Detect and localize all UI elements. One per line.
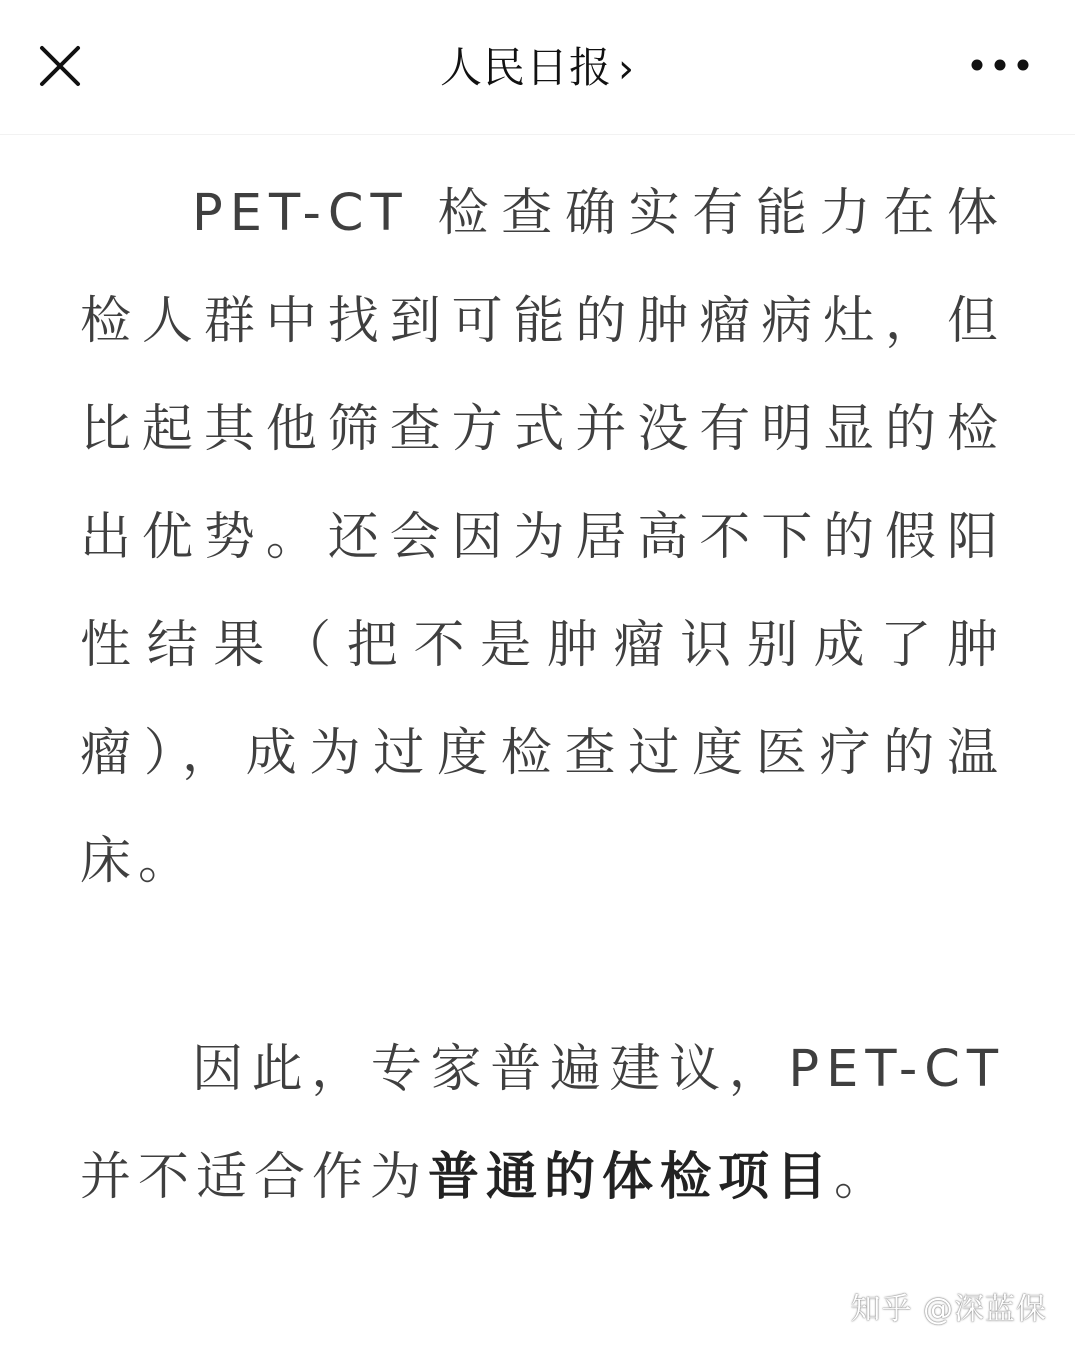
account-name: 人民日报 bbox=[439, 43, 612, 92]
paragraph-text: 因此，专家普遍建议，PET-CT 并不适合作为 bbox=[80, 1040, 1005, 1207]
top-navigation-bar bbox=[0, 0, 1075, 135]
article-paragraph bbox=[80, 1016, 1005, 1232]
watermark: 知乎 @深蓝保 bbox=[850, 1292, 1047, 1327]
article-body bbox=[80, 160, 1005, 1232]
emphasized-text: 普通的体检项目 bbox=[428, 1148, 835, 1207]
article-paragraph: PET-CT 检查确实有能力在体检人群中找到可能的肿瘤病灶，但比起其他筛查方式并没有明显的检出优势。还会因为居高不下的假阳性结果（把不是肿瘤识别成了肿瘤），成为过度检查过度医疗的温床。 bbox=[80, 184, 1005, 891]
more-options-button[interactable] bbox=[965, 50, 1035, 80]
account-title-link[interactable] bbox=[0, 38, 1075, 99]
more-icon bbox=[965, 50, 1035, 80]
paragraph-end: 。 bbox=[834, 1148, 893, 1207]
chevron-right-icon: › bbox=[618, 46, 635, 92]
